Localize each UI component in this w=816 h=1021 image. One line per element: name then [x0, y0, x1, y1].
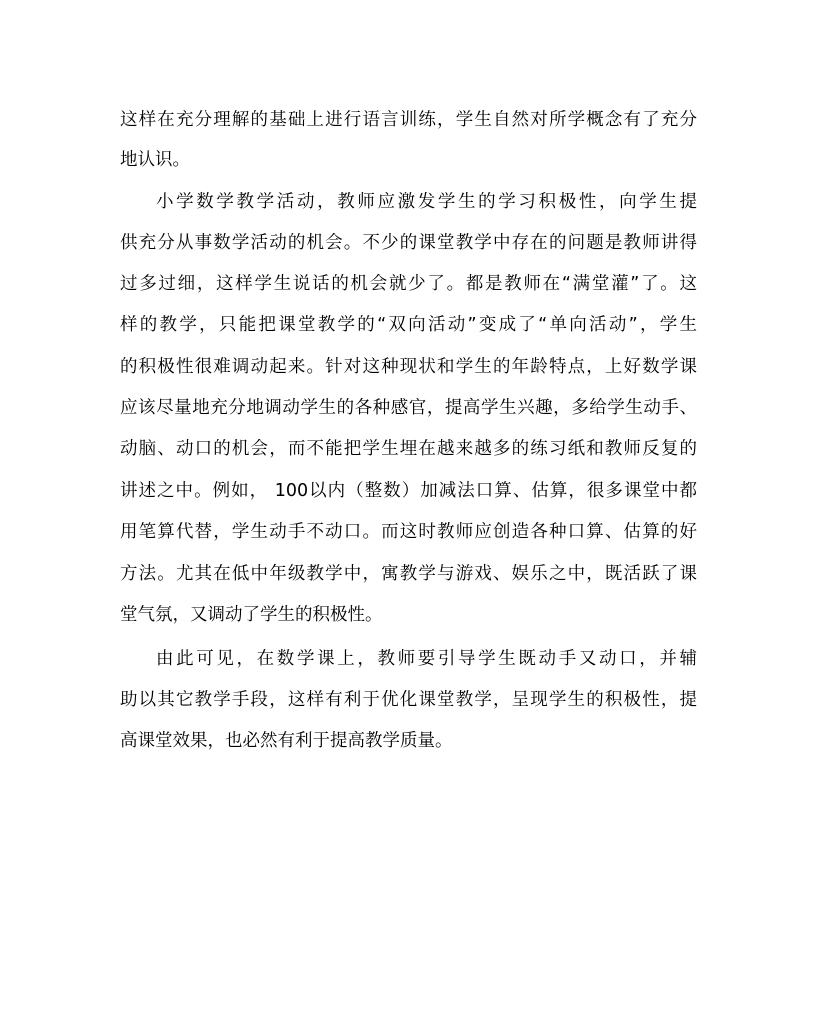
text-line: 样的教学，只能把课堂教学的“双向活动”变成了“单向活动”，学生	[120, 315, 697, 335]
text-line: 高课堂效果，也必然有利于提高教学质量。	[120, 731, 453, 751]
text-line: 供充分从事数学活动的机会。不少的课堂教学中存在的问题是教师讲得	[120, 233, 697, 253]
text-line: 这样在充分理解的基础上进行语言训练，学生自然对所学概念有了充分	[120, 110, 697, 130]
text-line: 动脑、动口的机会，而不能把学生埋在越来越多的练习纸和教师反复的	[120, 439, 697, 459]
text-line: 用笔算代替，学生动手不动口。而这时教师应创造各种口算、估算的好	[120, 522, 697, 542]
text-line: 地认识。	[120, 150, 190, 170]
text-line: 应该尽量地充分地调动学生的各种感官，提高学生兴趣，多给学生动手、	[120, 398, 697, 418]
text-line: 堂气氛，又调动了学生的积极性。	[120, 605, 383, 625]
text-line: 方法。尤其在低中年级教学中，寓教学与游戏、娱乐之中，既活跃了课	[120, 564, 697, 584]
text-line: 小学数学教学活动，教师应激发学生的学习积极性，向学生提	[156, 192, 697, 212]
text-line: 由此可见，在数学课上，教师要引导学生既动手又动口，并辅	[156, 649, 697, 669]
text-line: 过多过细，这样学生说话的机会就少了。都是教师在“满堂灌”了。这	[120, 274, 697, 294]
text-line: 助以其它教学手段，这样有利于优化课堂教学，呈现学生的积极性，提	[120, 690, 697, 710]
text-line: 的积极性很难调动起来。针对这种现状和学生的年龄特点，上好数学课	[120, 357, 697, 377]
text-line: 讲述之中。例如， 100以内（整数）加减法口算、估算，很多课堂中都	[120, 481, 697, 501]
